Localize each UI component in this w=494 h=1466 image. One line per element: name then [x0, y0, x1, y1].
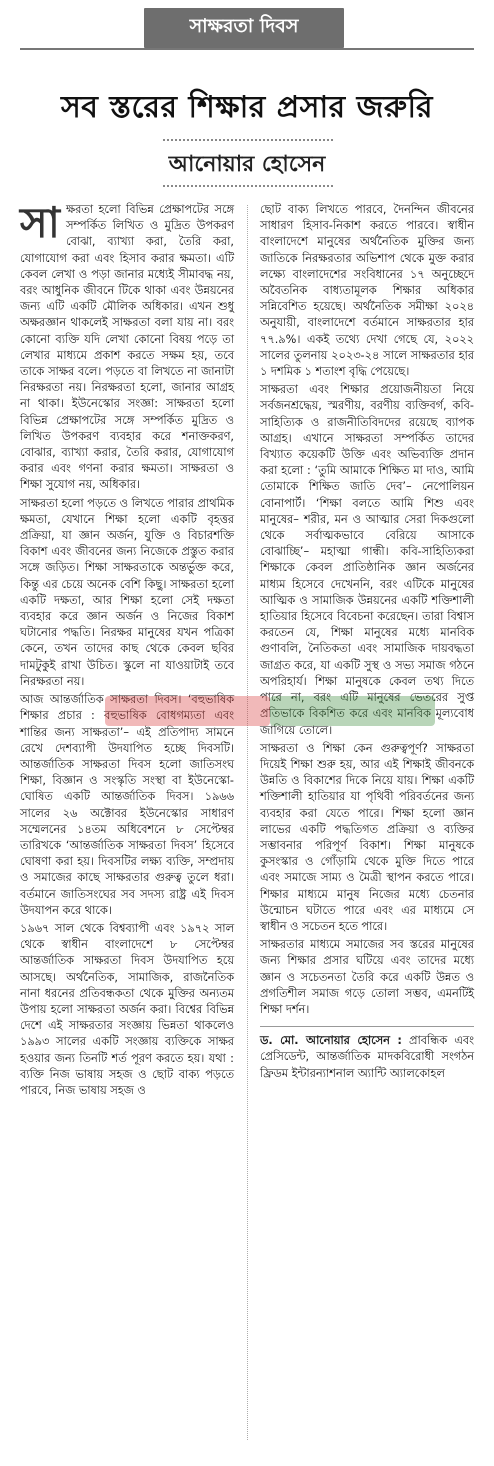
article-column-left [20, 198, 234, 1101]
paragraph: ১৯৬৭ সাল থেকে বিশ্বব্যাপী এবং ১৯৭২ সাল থেকে স্বাধীন বাংলাদেশে ৮ সেপ্টেম্বর আন্তর্জাতিক সাক্ষরতা দিবস উদযাপিত হয়ে আসছে। অর্থনৈতিক, সামাজিক, রাজনৈতিক নানা ধরনের প্রতিবন্ধকতা থেকে মুক্তির অন্যতম উপায় হলো সাক্ষরতা অর্জন করা। বিশ্বের বিভিন্ন দেশে এই সাক্ষরতার সংজ্ঞায় ভিন্নতা থাকলেও ১৯৯৩ সালের একটি সংজ্ঞায় ব্যক্তিকে সাক্ষর হওয়ার জন্য তিনটি শর্ত পূরণ করতে হয়। যথা : ব্যক্তি নিজ ভাষায় সহজ ও ছোট বাক্য পড়তে পারবে, নিজ ভাষায় সহজ ও [20, 921, 234, 1097]
author-note-text: প্রাবন্ধিক এবং প্রেসিডেন্ট, আন্তর্জাতিক মাদকবিরোধী সংগঠন ফ্রিডম ইন্টারন্যাশনাল অ্যান্টি অ্যালকোহল [260, 1034, 474, 1080]
byline-divider-top [163, 139, 333, 141]
paragraph [20, 198, 234, 494]
byline: আনোয়ার হোসেন [168, 151, 326, 177]
paragraph-text: ক্ষরতা হলো বিভিন্ন প্রেক্ষাপটের সঙ্গে সম্পর্কিত লিখিত ও মুদ্রিত উপকরণ বোঝা, ব্যাখ্যা করা, তৈরি করা, যোগাযোগ করা এবং হিসাব করার ক্ষমতা। এটি কেবল লেখা ও পড়া জানার মধ্যেই সীমাবদ্ধ নয়, বরং আধুনিক জীবনে টিকে থাকা এবং উন্নয়নের জন্য এটি একটি মৌলিক অধিকার। এখন শুধু অক্ষরজ্ঞান থাকলেই সাক্ষরতা বলা যায় না। বরং কোনো ব্যক্তি যদি লেখা কোনো বিষয় পড়ে তা লেখার মাধ্যমে প্রকাশ করতে সক্ষম হয়, তবে তাকে সাক্ষর বলে। পড়তে বা লিখতে না জানাটা নিরক্ষরতা নয়। নিরক্ষরতা হলো, জানার আগ্রহ না থাকা। ইউনেস্কোর সংজ্ঞা: সাক্ষরতা হলো বিভিন্ন প্রেক্ষাপটের সঙ্গে সম্পর্কিত মুদ্রিত ও লিখিত উপকরণ ব্যবহার করে শনাক্তকরণ, বোঝার, ব্যাখ্যা করার, তৈরি করার, যোগাযোগ করার এবং গণনা করার ক্ষমতা। সাক্ষরতা ও শিক্ষা সুযোগ নয়, অধিকার। [20, 203, 234, 492]
dropcap: সা [20, 198, 60, 247]
paragraph: সাক্ষরতার মাধ্যমে সমাজের সব স্তরের মানুষের জন্য শিক্ষার প্রসার ঘটিয়ে এবং তাদের মধ্যে জ্ঞান ও সচেতনতা তৈরি করে একটি উন্নত ও প্রগতিশীল সমাজ গড়ে তোলা সম্ভব, এমনটিই শিক্ষা দর্শন। [260, 938, 474, 1016]
author-note-name: ড. মো. আনোয়ার হোসেন : [260, 1034, 402, 1048]
paragraph: সাক্ষরতা ও শিক্ষা কেন গুরুত্বপূর্ণ? সাক্ষরতা দিয়েই শিক্ষা শুরু হয়, আর এই শিক্ষাই জীবনকে উন্নতি ও বিকাশের দিকে নিয়ে যায়। শিক্ষা একটি শক্তিশালী হাতিয়ার যা পৃথিবী পরিবর্তনের জন্য ব্যবহার করা যেতে পারে। শিক্ষা হলো জ্ঞান লাভের একটি পদ্ধতিগত প্রক্রিয়া ও ব্যক্তির সম্ভাবনার পরিপূর্ণ বিকাশ। শিক্ষা মানুষকে কুসংস্কার ও গোঁড়ামি থেকে মুক্তি দিতে পারে এবং সমাজে সাম্য ও মৈত্রী স্থাপন করতে পারে। শিক্ষার মাধ্যমে মানুষ নিজের মধ্যে চেতনার উন্মোচন ঘটাতে পারে এবং এর মাধ্যমে সে স্বাধীন ও সচেতন হতে পারে। [260, 741, 474, 933]
headline: সব স্তরের শিক্ষার প্রসার জরুরি [60, 90, 434, 126]
paragraph: সাক্ষরতা হলো পড়তে ও লিখতে পারার প্রাথমিক ক্ষমতা, যেখানে শিক্ষা হলো একটি বৃহত্তর প্রক্রিয়া, যা জ্ঞান অর্জন, যুক্তি ও বিচারশক্তি বিকাশ এবং জীবনের জন্য নিজেকে প্রস্তুত করার সঙ্গে জড়িত। শিক্ষা সাক্ষরতাকে অন্তর্ভুক্ত করে, কিন্তু এর চেয়ে অনেক বেশি কিছু। সাক্ষরতা হলো একটি দক্ষতা, আর শিক্ষা হলো সেই দক্ষতা ব্যবহার করে জ্ঞান অর্জন ও নিজের বিকাশ ঘটানোর পদ্ধতি। নিরক্ষর মানুষের যখন পত্রিকা কেনে, তখন তাদের কাছ থেকে কেবল ছবির দামটুকুই রাখা উচিত। স্কুলে না যাওয়াটাই তবে নিরক্ষরতা নয়। [20, 496, 234, 688]
byline-divider-bottom [163, 185, 333, 187]
header-rule [20, 48, 474, 50]
paragraph: সাক্ষরতা এবং শিক্ষার প্রয়োজনীয়তা নিয়ে সর্বজনশ্রদ্ধেয়, স্মরণীয়, বরণীয় ব্যক্তিবর্গ, কবি-সাহিত্যিক ও রাজনীতিবিদদের রয়েছে ব্যাপক আগ্রহ। এখানে সাক্ষরতা সম্পর্কিত তাদের বিখ্যাত কয়েকটি উক্তি এবং অভিব্যক্তি প্রদান করা হলো : ‘তুমি আমাকে শিক্ষিত মা দাও, আমি তোমাকে শিক্ষিত জাতি দেব’– নেপোলিয়ন বোনাপার্ট। ‘শিক্ষা বলতে আমি শিশু এবং মানুষের– শরীর, মন ও আত্মার সেরা দিকগুলো থেকে সর্বাত্মকভাবে বেরিয়ে আসাকে বোঝাচ্ছি’– মহাত্মা গান্ধী। কবি-সাহিত্যিকরা শিক্ষাকে কেবল প্রাতিষ্ঠানিক জ্ঞান অর্জনের মাধ্যম হিসেবে দেখেননি, বরং এটিকে মানুষের আত্মিক ও সামাজিক উন্নয়নের একটি শক্তিশালী হাতিয়ার হিসেবে বিবেচনা করেছেন। তারা বিশ্বাস করতেন যে, শিক্ষা মানুষের মধ্যে মানবিক গুণাবলি, নৈতিকতা এবং সামাজিক দায়বদ্ধতা জাগ্রত করে, যা একটি সুস্থ ও সভ্য সমাজ গঠনে অপরিহার্য। শিক্ষা মানুষকে কেবল তথ্য দিতে পারে না, বরং এটি মানুষের ভেতরের সুপ্ত প্রতিভাকে বিকশিত করে এবং মানবিক মূল্যবোধ জাগিয়ে তোলে। [260, 383, 474, 737]
article-column-right [260, 202, 474, 1084]
author-note-rule [260, 1026, 474, 1027]
paragraph: আজ আন্তর্জাতিক সাক্ষরতা দিবস। ‘বহুভাষিক শিক্ষার প্রচার : বহুভাষিক বোধগম্যতা এবং শান্তির জন্য সাক্ষরতা’– এই প্রতিপাদ্য সামনে রেখে দেশব্যাপী উদযাপিত হচ্ছে দিবসটি। আন্তর্জাতিক সাক্ষরতা দিবস হলো জাতিসংঘ শিক্ষা, বিজ্ঞান ও সংস্কৃতি সংস্থা বা ইউনেস্কো-ঘোষিত একটি আন্তর্জাতিক দিবস। ১৯৬৬ সালের ২৬ অক্টোবর ইউনেস্কোর সাধারণ সম্মেলনের ১৪তম অধিবেশনে ৮ সেপ্টেম্বর তারিখকে ‘আন্তর্জাতিক সাক্ষরতা দিবস’ হিসেবে ঘোষণা করা হয়। দিবসটির লক্ষ্য ব্যক্তি, সম্প্রদায় ও সমাজের কাছে সাক্ষরতার গুরুত্ব তুলে ধরা। বর্তমানে জাতিসংঘের সব সদস্য রাষ্ট্র এই দিবস উদযাপন করে থাকে। [20, 693, 234, 917]
column-divider [247, 205, 248, 1440]
section-label: সাক্ষরতা দিবস [144, 8, 344, 48]
paragraph: ছোট বাক্য লিখতে পারবে, দৈনন্দিন জীবনের সাধারণ হিসাব-নিকাশ করতে পারবে। স্বাধীন বাংলাদেশে মানুষের অর্থনৈতিক মুক্তির জন্য জাতিকে নিরক্ষরতার অভিশাপ থেকে মুক্ত করার লক্ষ্যে বাংলাদেশের সংবিধানের ১৭ অনুচ্ছেদে অবৈতনিক বাধ্যতামূলক শিক্ষার অধিকার সন্নিবেশিত হয়েছে। অর্থনৈতিক সমীক্ষা ২০২৪ অনুযায়ী, বাংলাদেশে বর্তমানে সাক্ষরতার হার ৭৭.৯%। একই তথ্যে দেখা গেছে যে, ২০২২ সালের তুলনায় ২০২৩-২৪ সালে সাক্ষরতার হার ১ দশমিক ১ শতাংশ বৃদ্ধি পেয়েছে। [260, 203, 474, 379]
author-note [260, 1033, 474, 1082]
